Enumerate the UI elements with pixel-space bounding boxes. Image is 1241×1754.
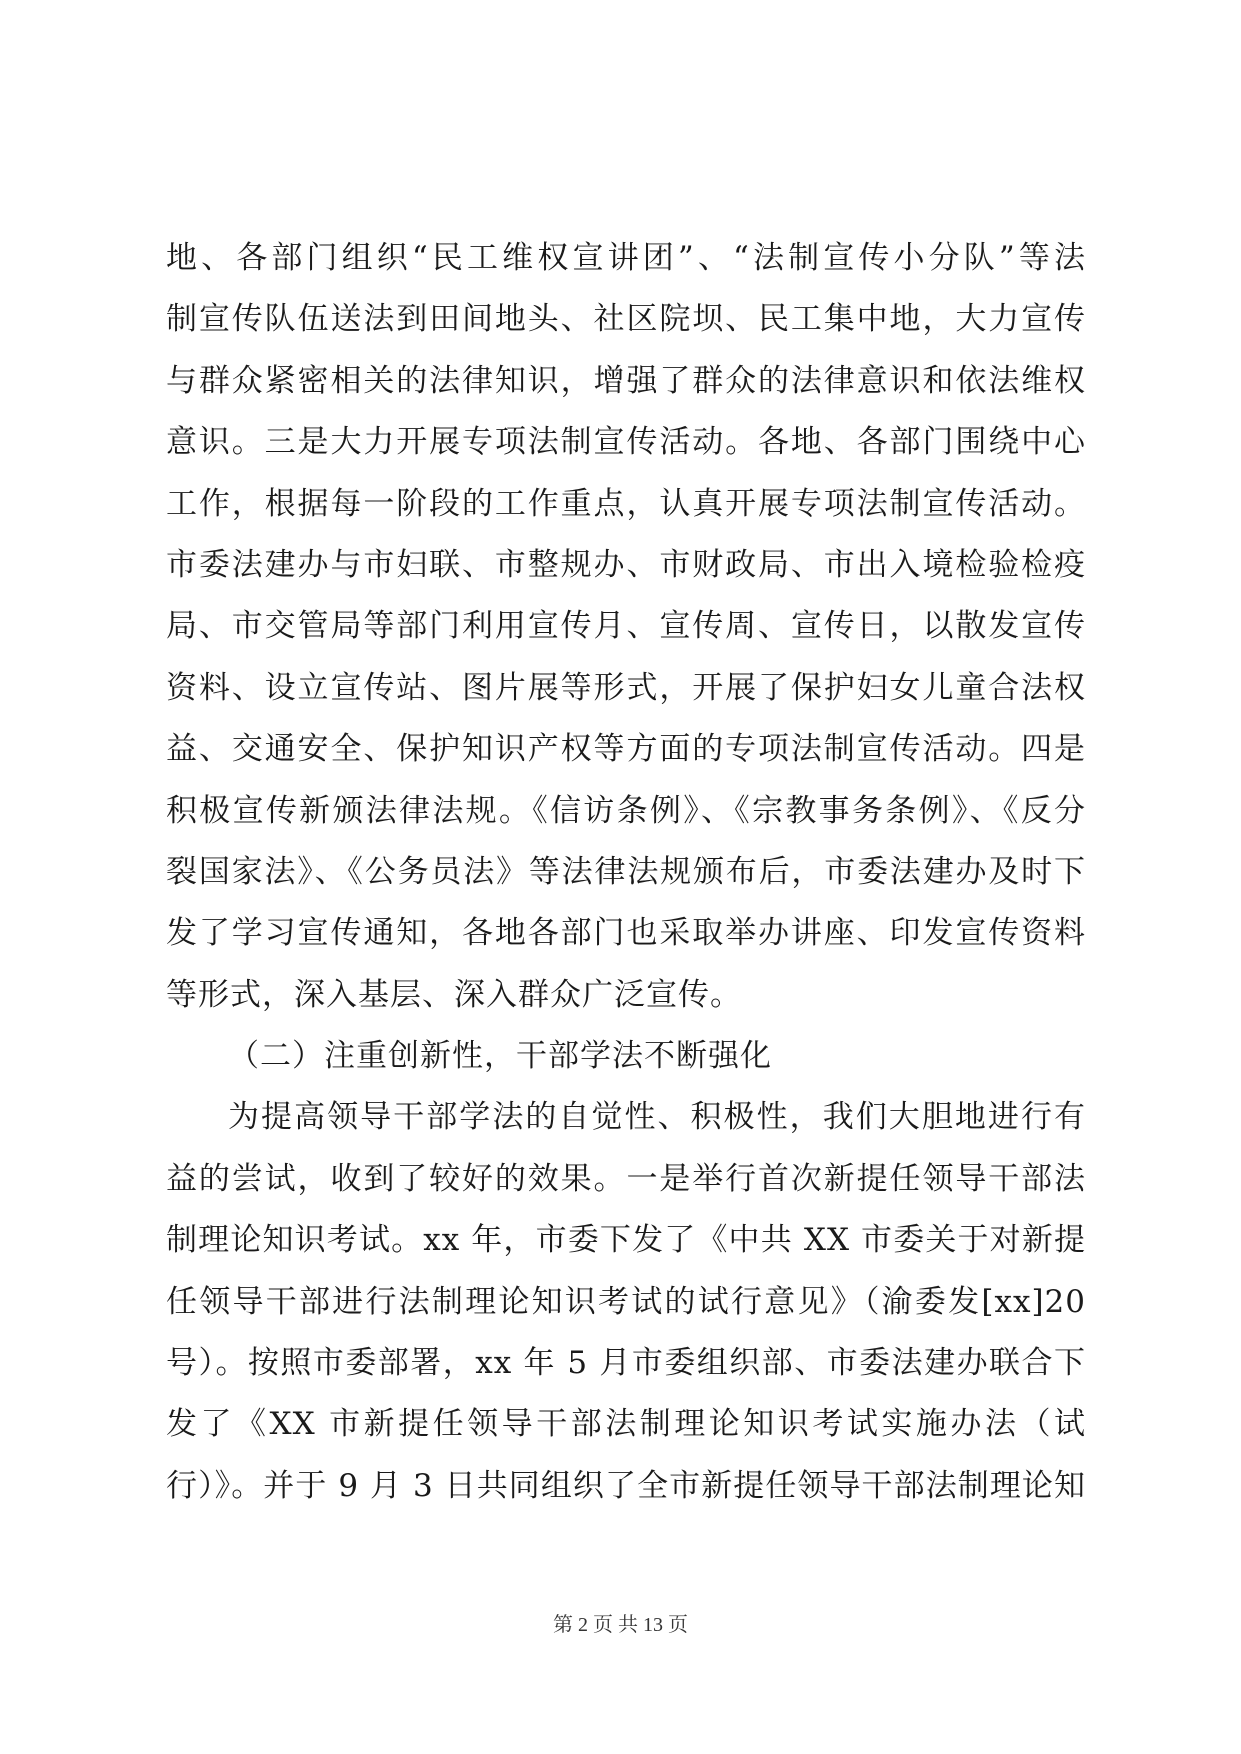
text-line: 市委法建办与市妇联、市整规办、市财政局、市出入境检验检疫: [166, 546, 1086, 583]
text-line: 局、市交管局等部门利用宣传月、宣传周、宣传日，以散发宣传: [166, 608, 1086, 645]
text-line: 任领导干部进行法制理论知识考试的试行意见》（渝委发[xx]20: [166, 1283, 1086, 1320]
page-number-footer: 第 2 页 共 13 页: [553, 1614, 688, 1636]
text-line: 等形式，深入基层、深入群众广泛宣传。: [166, 976, 742, 1013]
section-heading: （二）注重创新性，干部学法不断强化: [228, 1038, 772, 1075]
text-line: 制理论知识考试。xx 年，市委下发了《中共 XX 市委关于对新提: [166, 1222, 1086, 1259]
text-line: 号）。按照市委部署，xx 年 5 月市委组织部、市委法建办联合下: [166, 1345, 1086, 1382]
text-line: 为提高领导干部学法的自觉性、积极性，我们大胆地进行有: [228, 1099, 1086, 1136]
text-line: 积极宣传新颁法律法规。《信访条例》、《宗教事务条例》、《反分: [166, 792, 1086, 829]
text-line: 制宣传队伍送法到田间地头、社区院坝、民工集中地，大力宣传: [166, 301, 1086, 338]
text-line: 裂国家法》、《公务员法》等法律法规颁布后，市委法建办及时下: [166, 853, 1086, 890]
text-line: 发了学习宣传通知，各地各部门也采取举办讲座、印发宣传资料: [166, 915, 1086, 952]
text-line: 与群众紧密相关的法律知识，增强了群众的法律意识和依法维权: [166, 362, 1086, 399]
text-line: 地、各部门组织“民工维权宣讲团”、“法制宣传小分队”等法: [166, 240, 1086, 276]
text-line: 意识。三是大力开展专项法制宣传活动。各地、各部门围绕中心: [166, 424, 1086, 461]
text-line: 资料、设立宣传站、图片展等形式，开展了保护妇女儿童合法权: [166, 669, 1086, 706]
text-line: 工作，根据每一阶段的工作重点，认真开展专项法制宣传活动。: [166, 485, 1086, 522]
text-line: 发了《XX 市新提任领导干部法制理论知识考试实施办法（试: [166, 1406, 1086, 1443]
body-text: [166, 228, 1086, 1517]
text-line: 益、交通安全、保护知识产权等方面的专项法制宣传活动。四是: [166, 731, 1086, 768]
text-line: 行）》。并于 9 月 3 日共同组织了全市新提任领导干部法制理论知: [166, 1467, 1086, 1504]
text-line: 益的尝试，收到了较好的效果。一是举行首次新提任领导干部法: [166, 1160, 1086, 1197]
